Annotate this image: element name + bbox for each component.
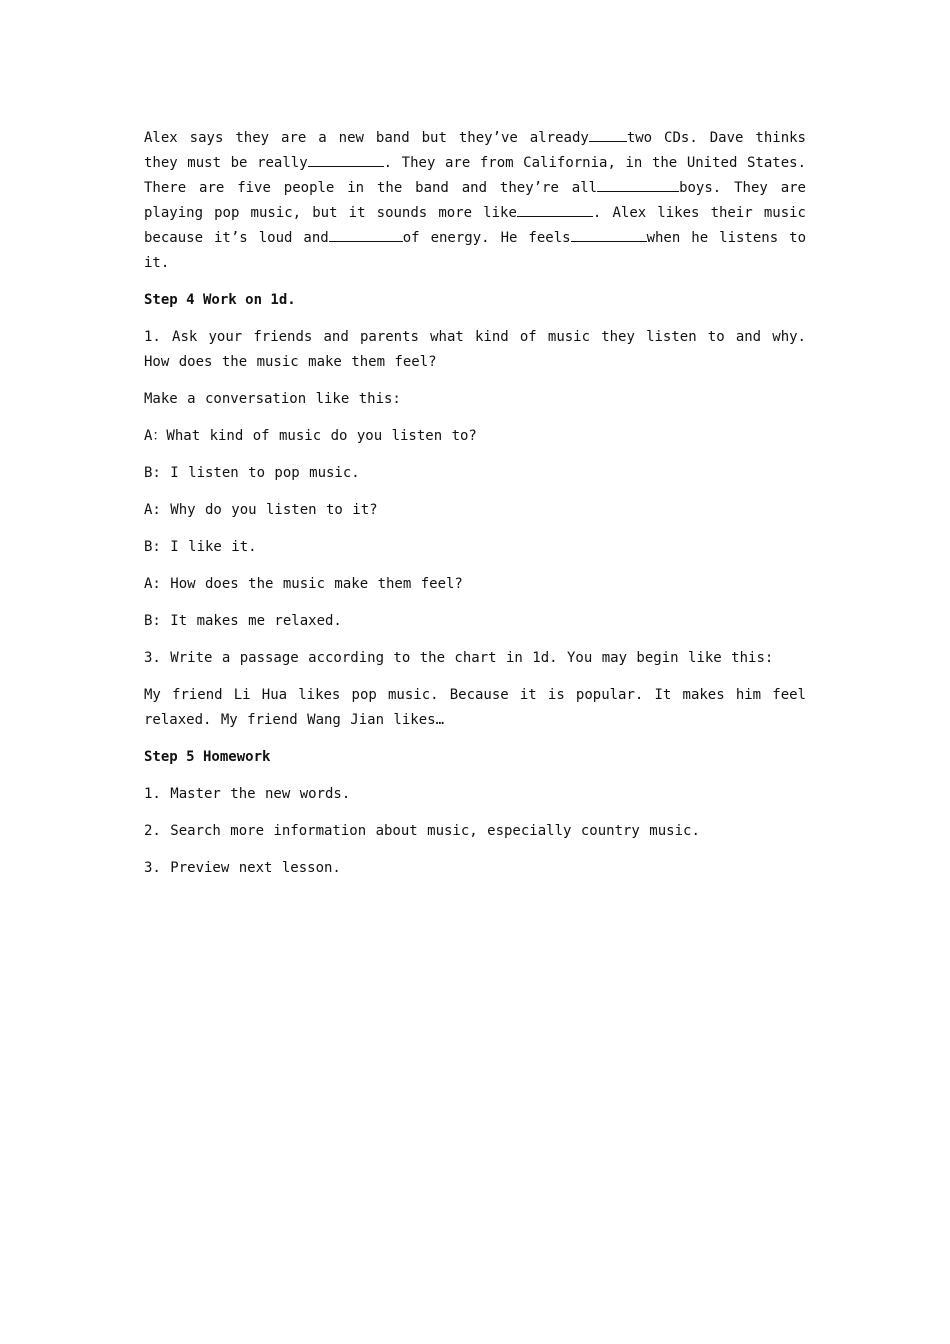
dialogue-line: A：What kind of music do you listen to?	[144, 428, 477, 444]
step4-intro: Make a conversation like this:	[144, 391, 401, 407]
blank-2[interactable]	[308, 152, 384, 167]
passage-text: . They are from California, in the United States. There are five people in the band and they’re all	[144, 155, 806, 196]
homework-item: 2. Search more information about music, especially country music.	[144, 823, 700, 839]
blank-5[interactable]	[329, 227, 403, 242]
dialogue-line: A: Why do you listen to it?	[144, 502, 378, 518]
dialogue-line: B: I listen to pop music.	[144, 465, 360, 481]
blank-3[interactable]	[597, 177, 679, 192]
passage-text: two CDs. Dave thinks they must be really	[144, 130, 806, 171]
blank-4[interactable]	[517, 202, 593, 217]
example-passage: My friend Li Hua likes pop music. Because it is popular. It makes him feel relaxed. My friend Wang Jian likes…	[144, 687, 806, 728]
step4-heading: Step 4 Work on 1d.	[144, 292, 296, 308]
passage-text: of energy. He feels	[402, 230, 571, 246]
passage-text: when he listens to it.	[144, 230, 806, 271]
step4-item-1: 1. Ask your friends and parents what kind of music they listen to and why. How does the music make them feel?	[144, 329, 806, 370]
passage-text: boys. They are playing pop music, but it sounds more like	[144, 180, 806, 221]
homework-item: 1. Master the new words.	[144, 786, 351, 802]
dialogue-line: A: How does the music make them feel?	[144, 576, 463, 592]
dialogue-line: B: It makes me relaxed.	[144, 613, 342, 629]
homework-item: 3. Preview next lesson.	[144, 860, 341, 876]
blank-1[interactable]	[589, 127, 627, 142]
passage-text: Alex says they are a new band but they’ve already	[144, 130, 589, 146]
document-page	[144, 126, 806, 893]
passage-text: . Alex likes their music because it’s loud and	[144, 205, 806, 246]
dialogue-line: B: I like it.	[144, 539, 257, 555]
step4-item-3: 3. Write a passage according to the chart in 1d. You may begin like this:	[144, 650, 774, 666]
step5-heading: Step 5 Homework	[144, 749, 271, 765]
cloze-passage	[144, 126, 806, 276]
blank-6[interactable]	[571, 227, 647, 242]
